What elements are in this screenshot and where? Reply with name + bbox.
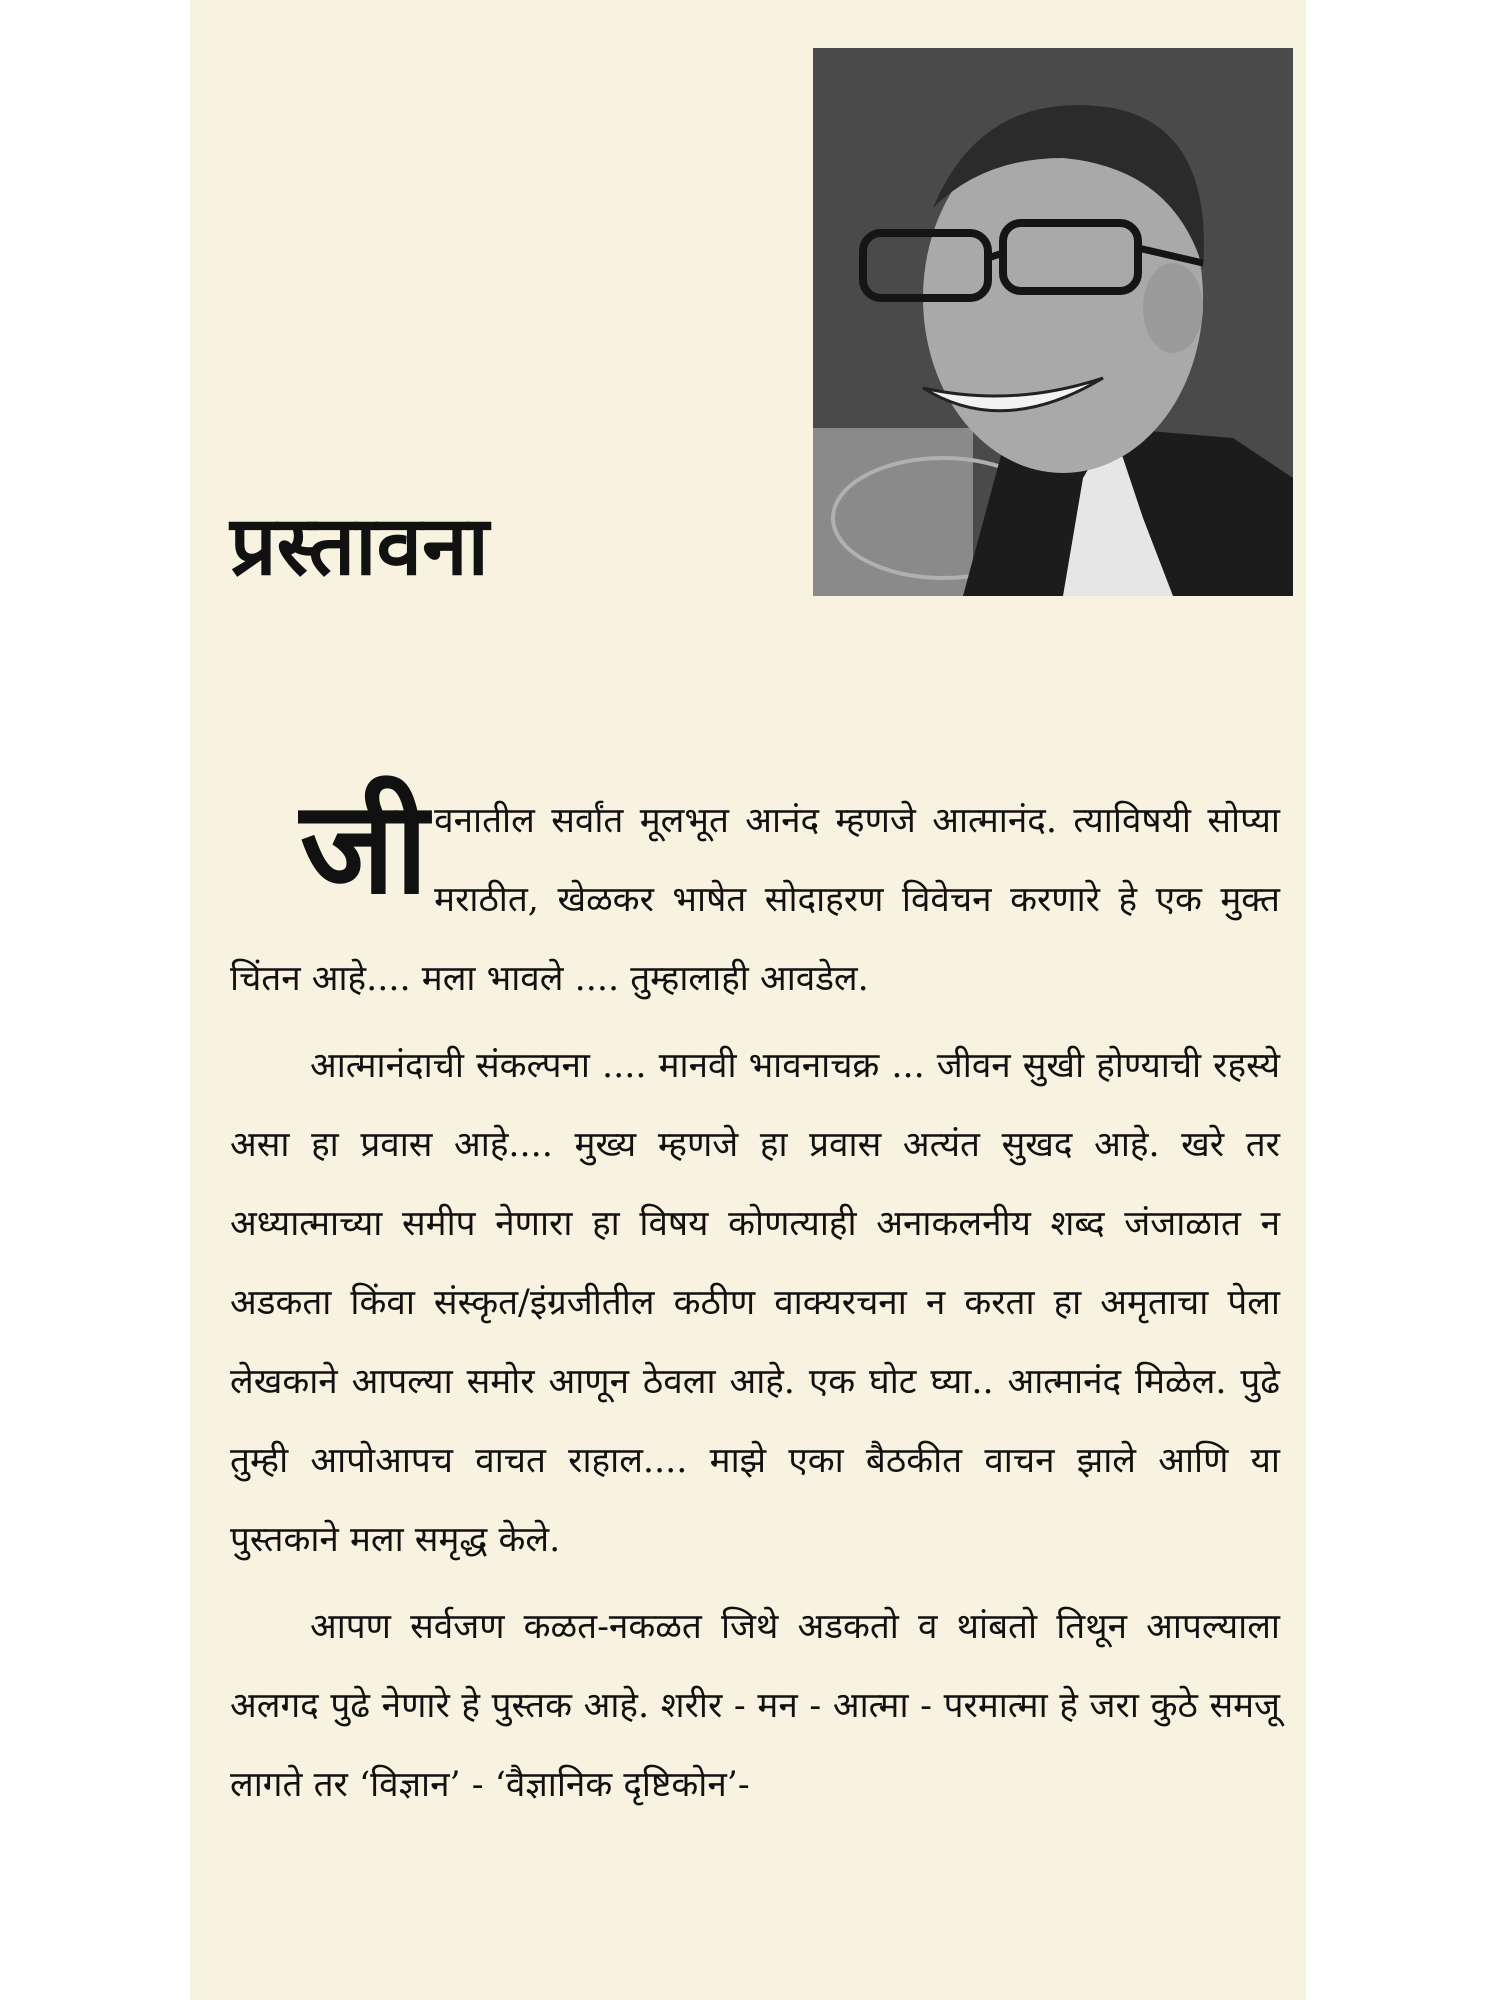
portrait-illustration — [813, 48, 1293, 596]
drop-cap: जी — [300, 773, 429, 923]
paragraph-2: आत्मानंदाची संकल्पना .... मानवी भावनाचक्र ... जीवन सुखी होण्याची रहस्ये असा हा प्रवास आहे.... मुख्य म्हणजे हा प्रवास अत्यंत सुखद आहे. खरे तर अध्यात्माच्या समीप नेणारा हा विषय कोणत्याही अनाकलनीय शब्द जंजाळात न अडकता किंवा संस्कृत/इंग्रजीतील कठीण वाक्यरचना न करता हा अमृताचा पेला लेखकाने आपल्या समोर आणून ठेवला आहे. एक घोट घ्या.. आत्मानंद मिळेल. पुढे तुम्ही आपोआपच वाचत राहाल.... माझे एका बैठकीत वाचन झाले आणि या पुस्तकाने मला समृद्ध केले. — [230, 1046, 1280, 1560]
paragraph-1 — [230, 773, 1280, 1019]
preface-body — [230, 773, 1280, 1833]
page-title: प्रस्तावना — [230, 498, 489, 594]
paragraph-1-text: वनातील सर्वांत मूलभूत आनंद म्हणजे आत्मानंद. त्याविषयी सोप्या मराठीत, खेळकर भाषेत सोदाहरण विवेचन करणारे हे एक मुक्त चिंतन आहे.... मला भावले .... तुम्हालाही आवडेल. — [230, 801, 1280, 999]
book-page — [190, 0, 1306, 2000]
author-portrait-photo — [813, 48, 1293, 596]
paragraph-3: आपण सर्वजण कळत-नकळत जिथे अडकतो व थांबतो तिथून आपल्याला अलगद पुढे नेणारे हे पुस्तक आहे. शरीर - मन - आत्मा - परमात्मा हे जरा कुठे समजू लागते तर ‘विज्ञान’ - ‘वैज्ञानिक दृष्टिकोन’- — [230, 1607, 1280, 1805]
